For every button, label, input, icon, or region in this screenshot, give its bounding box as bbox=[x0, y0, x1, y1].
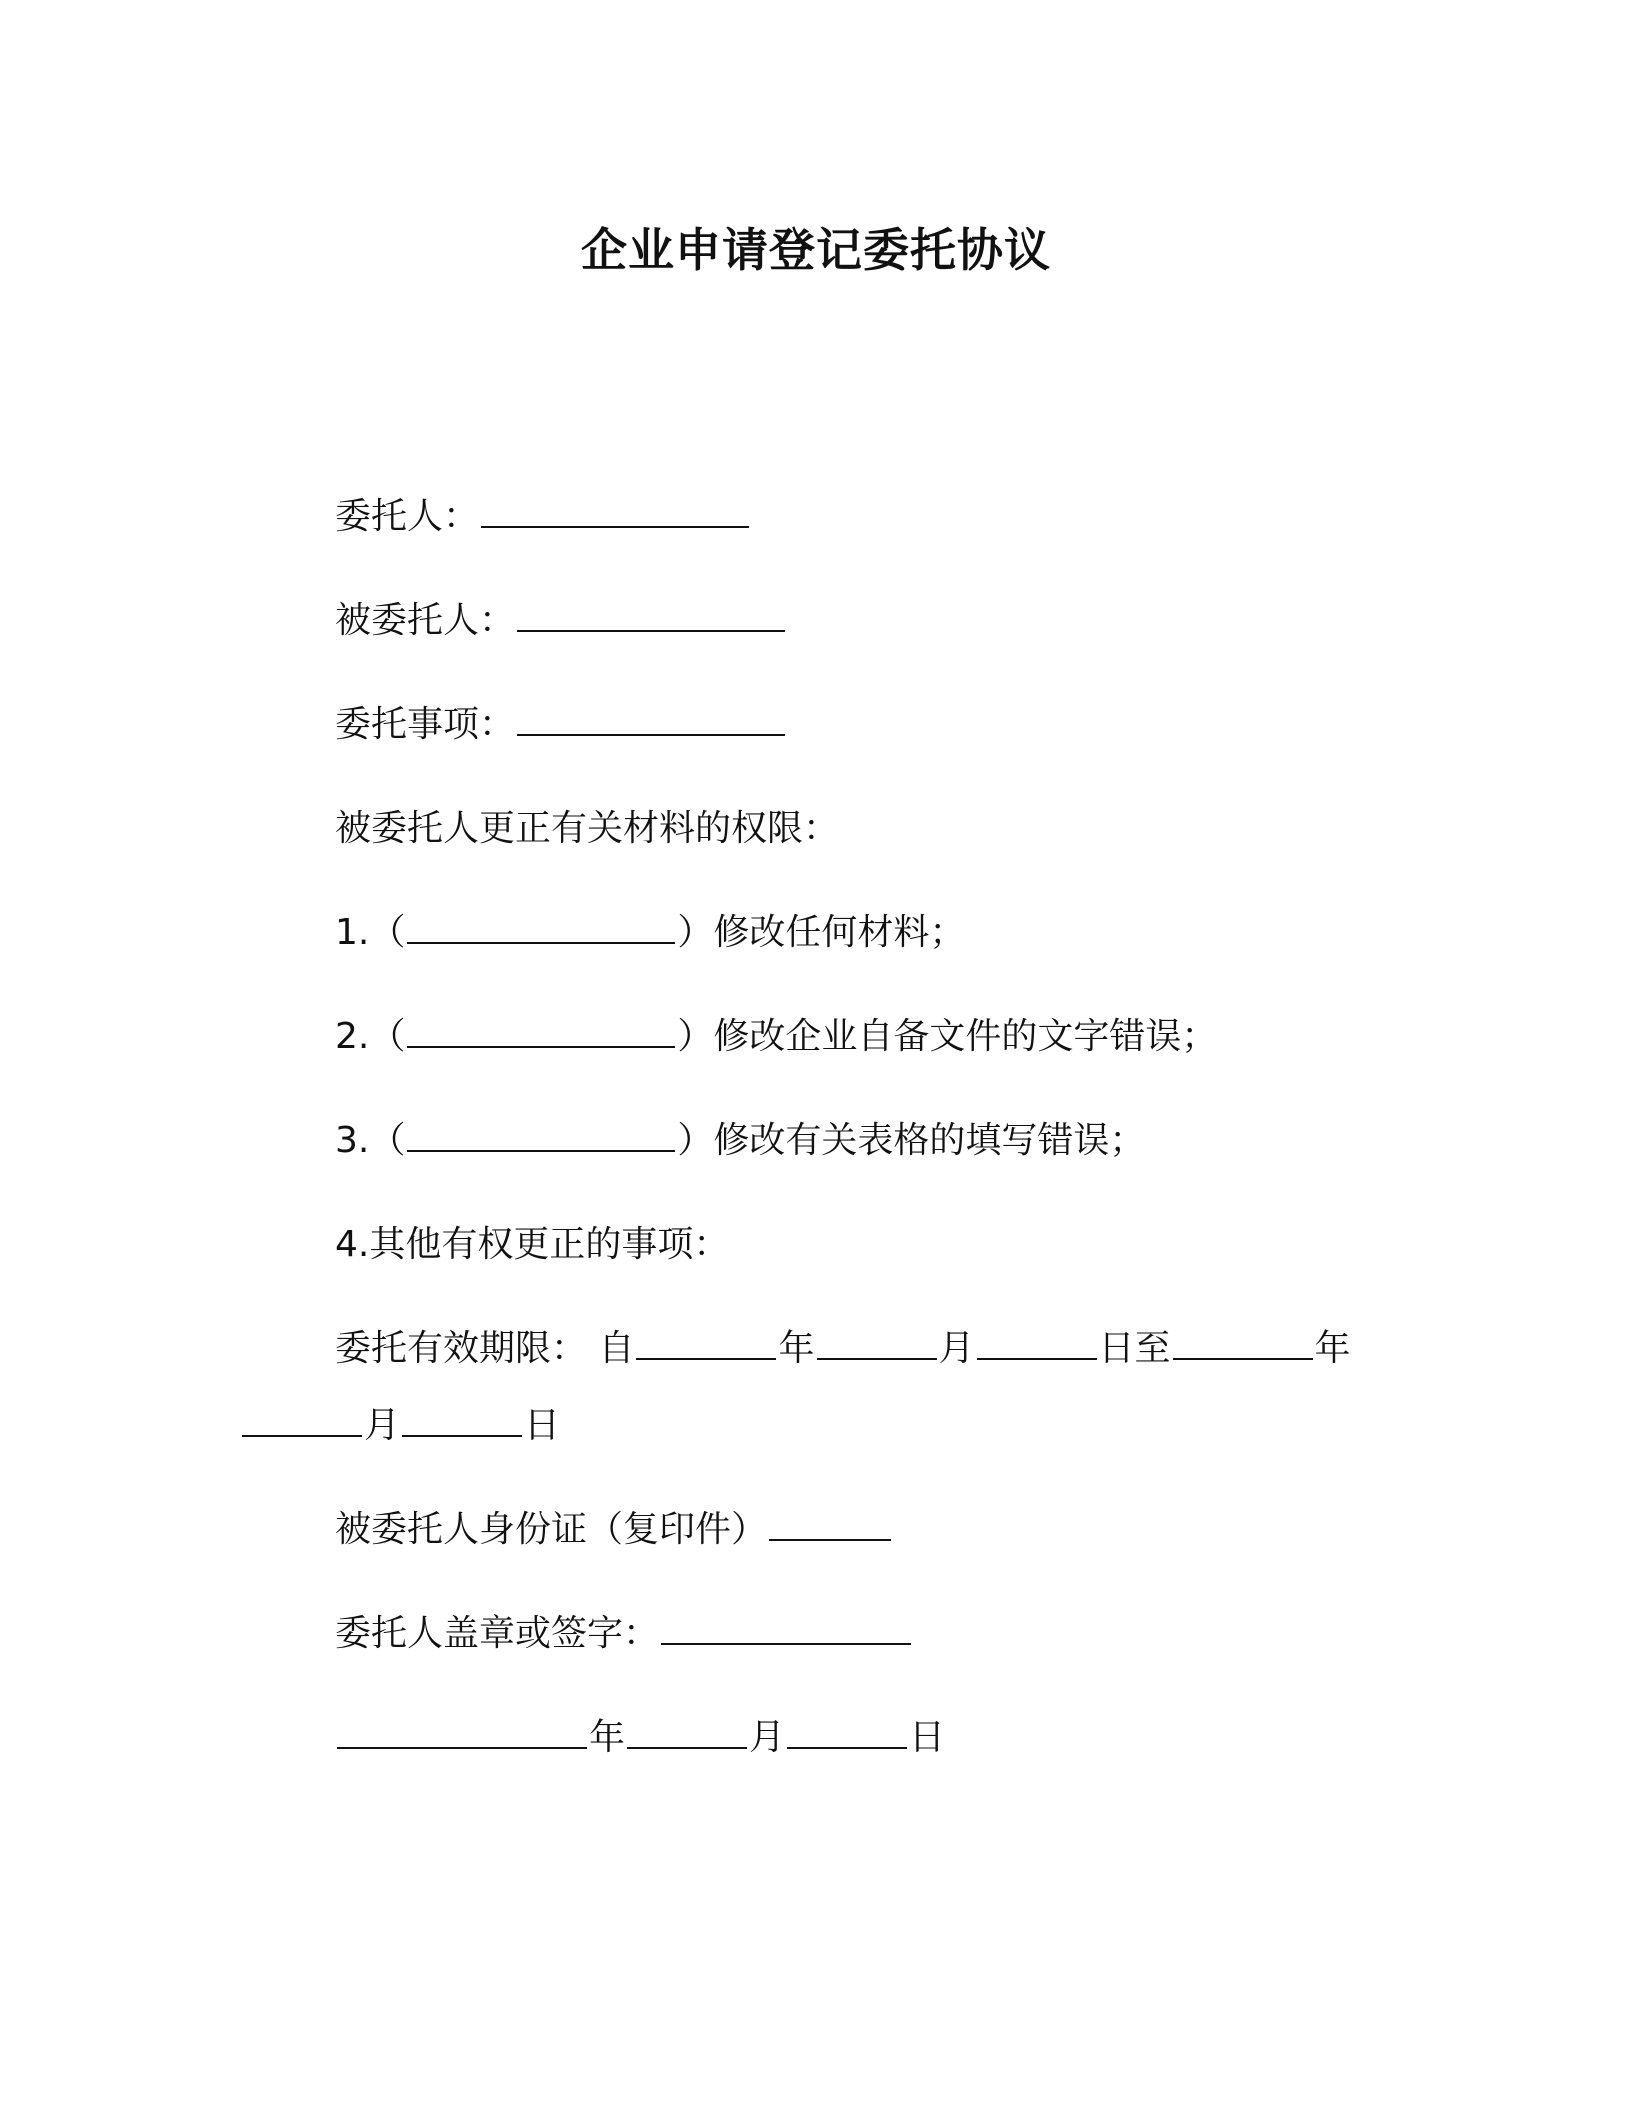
item2-text: ）修改企业自备文件的文字错误； bbox=[677, 1016, 1218, 1057]
authority-item-3 bbox=[335, 1118, 1145, 1164]
start-year-blank[interactable] bbox=[636, 1328, 776, 1360]
principal-line bbox=[335, 494, 751, 540]
sign-day-unit: 日 bbox=[909, 1717, 946, 1758]
signature-line bbox=[335, 1611, 913, 1657]
sign-date-line bbox=[335, 1715, 945, 1761]
item2-blank[interactable] bbox=[407, 1016, 675, 1048]
validity-line bbox=[335, 1326, 1351, 1372]
signature-label: 委托人盖章或签字： bbox=[335, 1613, 660, 1654]
sign-day-blank[interactable] bbox=[787, 1717, 907, 1749]
validity-from: 自 bbox=[598, 1328, 635, 1369]
item1-number: 1.（ bbox=[335, 912, 406, 953]
item2-number: 2.（ bbox=[335, 1016, 406, 1057]
agent-label: 被委托人： bbox=[335, 600, 516, 641]
item3-number: 3.（ bbox=[335, 1120, 406, 1161]
agent-blank[interactable] bbox=[517, 600, 785, 632]
sign-month-blank[interactable] bbox=[627, 1717, 747, 1749]
sign-year-blank[interactable] bbox=[337, 1717, 587, 1749]
document-title: 企业申请登记委托协议 bbox=[581, 223, 1051, 277]
item1-blank[interactable] bbox=[407, 912, 675, 944]
sign-month-unit: 月 bbox=[749, 1717, 786, 1758]
start-day-blank[interactable] bbox=[977, 1328, 1097, 1360]
authority-heading-text: 被委托人更正有关材料的权限： bbox=[335, 808, 840, 849]
principal-blank[interactable] bbox=[481, 496, 749, 528]
matter-label: 委托事项： bbox=[335, 704, 516, 745]
item3-blank[interactable] bbox=[407, 1120, 675, 1152]
principal-label: 委托人： bbox=[335, 496, 480, 537]
end-month-blank[interactable] bbox=[242, 1405, 362, 1437]
end-day-blank[interactable] bbox=[402, 1405, 522, 1437]
sign-year-unit: 年 bbox=[589, 1717, 626, 1758]
authority-item-2 bbox=[335, 1014, 1217, 1060]
authority-item-4 bbox=[335, 1222, 729, 1268]
authority-item-1 bbox=[335, 910, 965, 956]
matter-line bbox=[335, 702, 787, 748]
start-month-unit: 月 bbox=[938, 1328, 975, 1369]
validity-label: 委托有效期限： bbox=[335, 1328, 588, 1369]
end-month-unit: 月 bbox=[364, 1405, 401, 1446]
start-month-blank[interactable] bbox=[817, 1328, 937, 1360]
validity-line-continued bbox=[240, 1403, 560, 1449]
agent-line bbox=[335, 598, 787, 644]
end-year-blank[interactable] bbox=[1173, 1328, 1313, 1360]
start-day-to: 日至 bbox=[1098, 1328, 1171, 1369]
signature-blank[interactable] bbox=[661, 1613, 911, 1645]
matter-blank[interactable] bbox=[517, 704, 785, 736]
id-copy-line bbox=[335, 1507, 893, 1553]
item1-text: ）修改任何材料； bbox=[677, 912, 966, 953]
end-day-unit: 日 bbox=[524, 1405, 561, 1446]
id-copy-label: 被委托人身份证（复印件） bbox=[335, 1509, 768, 1550]
start-year-unit: 年 bbox=[778, 1328, 815, 1369]
item4-text: 4.其他有权更正的事项： bbox=[335, 1224, 730, 1265]
id-copy-blank[interactable] bbox=[769, 1509, 891, 1541]
authority-heading bbox=[335, 806, 839, 852]
item3-text: ）修改有关表格的填写错误； bbox=[677, 1120, 1146, 1161]
end-year-unit: 年 bbox=[1314, 1328, 1351, 1369]
